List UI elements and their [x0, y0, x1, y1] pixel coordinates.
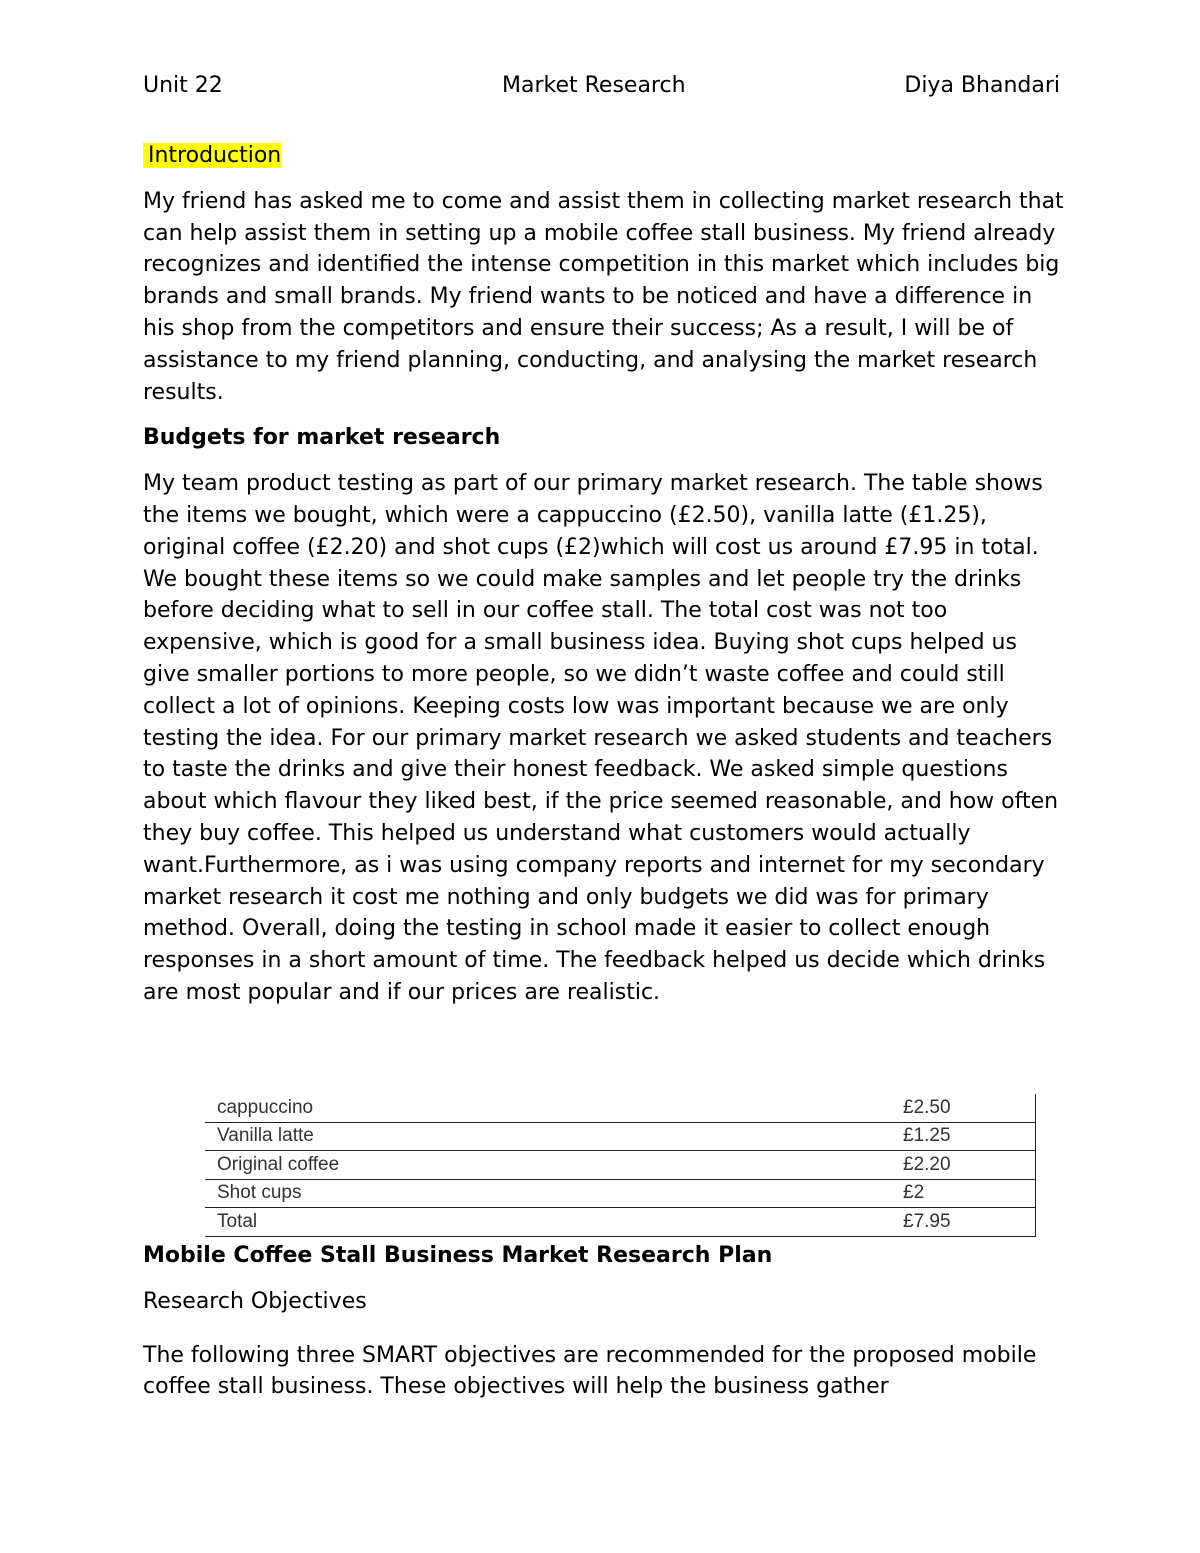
table-row — [205, 1094, 1036, 1122]
main-content — [143, 140, 1068, 1009]
introduction-heading — [143, 140, 1068, 172]
research-objectives-heading: Research Objectives — [143, 1288, 367, 1314]
plan-paragraph: The following three SMART objectives are recommended for the proposed mobile coffee stall business. These objectives will help the business gather — [143, 1342, 1037, 1400]
header-author: Diya Bhandari — [904, 73, 1060, 98]
table-row-total — [205, 1208, 1036, 1237]
table-cell-price: £2.50 — [897, 1094, 1036, 1122]
introduction-heading-text: Introduction — [143, 143, 281, 168]
table-cell-price: £2.20 — [897, 1151, 1036, 1180]
table-cell-item: Total — [217, 1210, 258, 1232]
table-cell-price: £1.25 — [897, 1122, 1036, 1151]
table-row — [205, 1122, 1036, 1151]
budgets-paragraph: My team product testing as part of our primary market research. The table shows the items we bought, which were a cappuccino (£2.50), vanilla latte (£1.25), original coffee (£2.20) and shot cups (£2)which will cost us around £7.95 in total. We bought these items so we could make samples and let people try the drinks before deciding what to sell in our coffee stall. The total cost was not too expensive, which is good for a small business idea. Buying shot cups helped us give smaller portions to more people, so we didn’t waste coffee and could still collect a lot of opinions. Keeping costs low was important because we are only testing the idea. For our primary market research we asked students and teachers to taste the drinks and give their honest feedback. We asked simple questions about which flavour they liked best, if the price seemed reasonable, and how often they buy coffee. This helped us understand what customers would actually want.Furthermore, as i was using company reports and internet for my secondary market research it cost me nothing and only budgets we did was for primary method. Overall, doing the testing in school made it easier to collect enough responses in a short amount of time. The feedback helped us decide which drinks are most popular and if our prices are realistic. — [143, 471, 1059, 1005]
table-row — [205, 1179, 1036, 1208]
table-cell-item: Vanilla latte — [217, 1125, 314, 1147]
introduction-paragraph: My friend has asked me to come and assist them in collecting market research that can help assist them in setting up a mobile coffee stall business. My friend already recognizes and identified the intense competition in this market which includes big brands and small brands. My friend wants to be noticed and have a difference in his shop from the competitors and ensure their success; As a result, I will be of assistance to my friend planning, conducting, and analysing the market research results. — [143, 188, 1064, 405]
table-cell-price: £2 — [897, 1179, 1036, 1208]
plan-heading: Mobile Coffee Stall Business Market Research Plan — [143, 1243, 773, 1268]
budgets-heading: Budgets for market research — [143, 425, 501, 451]
table-cell-item: Original coffee — [217, 1153, 340, 1175]
plan-section — [143, 1240, 1068, 1403]
table-cell-item: Shot cups — [217, 1182, 302, 1204]
header-unit: Unit 22 — [143, 73, 223, 98]
table-cell-price: £7.95 — [897, 1208, 1036, 1237]
page-header — [143, 70, 1060, 102]
table-row — [205, 1151, 1036, 1180]
header-title: Market Research — [502, 73, 686, 98]
budget-table-wrapper — [205, 1094, 1036, 1237]
budget-table — [205, 1094, 1036, 1237]
table-cell-item: cappuccino — [217, 1096, 314, 1118]
